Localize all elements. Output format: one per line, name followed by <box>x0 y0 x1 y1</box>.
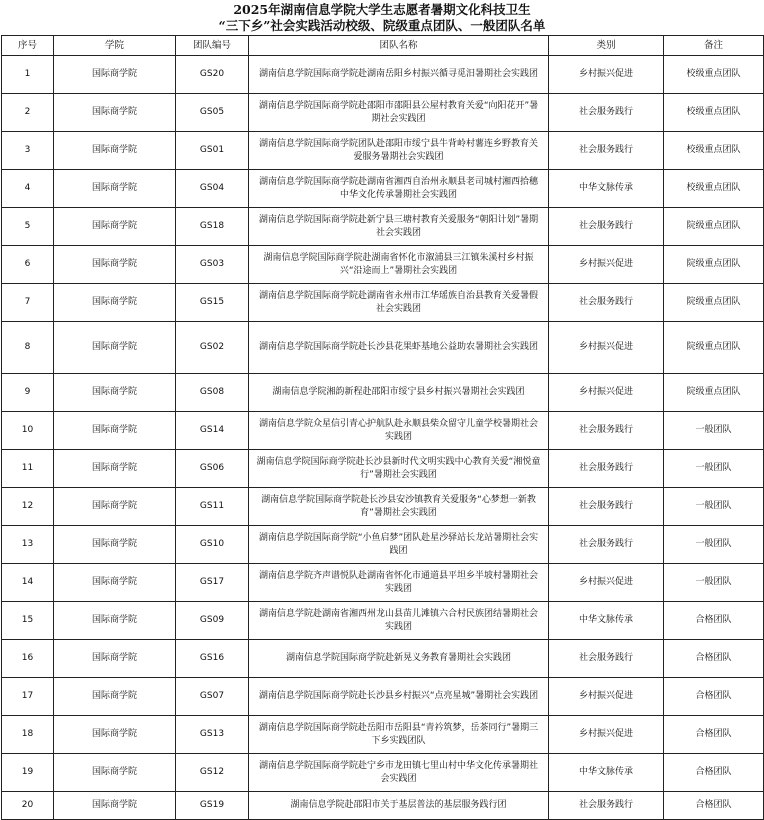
cell-team-code: GS07 <box>176 678 249 716</box>
table-row <box>2 170 764 208</box>
cell-college: 国际商学院 <box>54 208 176 246</box>
cell-team-code: GS03 <box>176 246 249 284</box>
cell-team-name: 湖南信息学院国际商学院赴湖南省怀化市溆浦县三江镇朱溪村乡村振兴“沿途而上”暑期社会实践团 <box>249 246 549 284</box>
cell-team-name: 湖南信息学院国际商学院赴新晃义务教育暑期社会实践团 <box>249 640 549 678</box>
cell-college: 国际商学院 <box>54 284 176 322</box>
table-row <box>2 678 764 716</box>
cell-team-code: GS14 <box>176 412 249 450</box>
cell-team-name: 湖南信息学院国际商学院赴湖南岳阳乡村振兴循寻觅汨暑期社会实践团 <box>249 56 549 94</box>
table-row <box>2 488 764 526</box>
table-row <box>2 564 764 602</box>
cell-college: 国际商学院 <box>54 526 176 564</box>
cell-team-name: 湖南信息学院赴湖南省湘西州龙山县苗儿滩镇六合村民族团结暑期社会实践团 <box>249 602 549 640</box>
cell-team-name: 湖南信息学院众星信引青心护航队赴永顺县柴众留守儿童学校暑期社会实践团 <box>249 412 549 450</box>
cell-college: 国际商学院 <box>54 246 176 284</box>
cell-note: 校级重点团队 <box>664 132 764 170</box>
cell-number: 13 <box>2 526 54 564</box>
cell-team-name: 湖南信息学院赴邵阳市关于基层普法的基层服务践行团 <box>249 792 549 820</box>
cell-category: 社会服务践行 <box>549 488 664 526</box>
title-line-1: 2025年湖南信息学院大学生志愿者暑期文化科技卫生 <box>233 2 531 17</box>
cell-team-name: 湖南信息学院齐声谱悦队赴湖南省怀化市通道县平坦乡半坡村暑期社会实践团 <box>249 564 549 602</box>
cell-note: 校级重点团队 <box>664 94 764 132</box>
cell-category: 社会服务践行 <box>549 94 664 132</box>
team-list-table <box>1 35 764 820</box>
cell-college: 国际商学院 <box>54 792 176 820</box>
table-row <box>2 526 764 564</box>
cell-team-name: 湖南信息学院国际商学院赴湖南省永州市江华瑶族自治县教育关爱暑假社会实践团 <box>249 284 549 322</box>
cell-number: 3 <box>2 132 54 170</box>
cell-college: 国际商学院 <box>54 412 176 450</box>
cell-team-code: GS10 <box>176 526 249 564</box>
cell-team-code: GS20 <box>176 56 249 94</box>
cell-number: 15 <box>2 602 54 640</box>
cell-team-code: GS01 <box>176 132 249 170</box>
cell-number: 10 <box>2 412 54 450</box>
cell-note: 合格团队 <box>664 792 764 820</box>
cell-team-name: 湖南信息学院国际商学院赴长沙县乡村振兴“点亮星城”暑期社会实践团 <box>249 678 549 716</box>
cell-category: 乡村振兴促进 <box>549 716 664 754</box>
cell-team-name: 湖南信息学院国际商学院赴长沙县花果虾基地公益助农暑期社会实践团 <box>249 322 549 374</box>
cell-number: 8 <box>2 322 54 374</box>
table-row <box>2 208 764 246</box>
cell-category: 社会服务践行 <box>549 208 664 246</box>
cell-note: 一般团队 <box>664 564 764 602</box>
cell-college: 国际商学院 <box>54 602 176 640</box>
cell-category: 社会服务践行 <box>549 526 664 564</box>
cell-note: 院级重点团队 <box>664 284 764 322</box>
table-row <box>2 716 764 754</box>
cell-category: 乡村振兴促进 <box>549 564 664 602</box>
cell-note: 一般团队 <box>664 412 764 450</box>
title-line-2: “三下乡”社会实践活动校级、院级重点团队、一般团队名单 <box>218 18 546 33</box>
table-row <box>2 640 764 678</box>
table-row <box>2 284 764 322</box>
header-team-name: 团队名称 <box>249 36 549 56</box>
cell-college: 国际商学院 <box>54 564 176 602</box>
header-category: 类别 <box>549 36 664 56</box>
cell-team-name: 湖南信息学院国际商学院赴邵阳市邵阳县公屋村教育关爱“向阳花开”暑期社会实践团 <box>249 94 549 132</box>
cell-team-name: 湖南信息学院国际商学院赴长沙县新时代文明实践中心教育关爱“湘悦童行”暑期社会实践团 <box>249 450 549 488</box>
cell-category: 乡村振兴促进 <box>549 374 664 412</box>
table-header-row <box>2 36 764 56</box>
cell-team-code: GS11 <box>176 488 249 526</box>
table-row <box>2 602 764 640</box>
cell-note: 院级重点团队 <box>664 322 764 374</box>
cell-category: 社会服务践行 <box>549 412 664 450</box>
cell-college: 国际商学院 <box>54 170 176 208</box>
cell-number: 18 <box>2 716 54 754</box>
cell-college: 国际商学院 <box>54 56 176 94</box>
cell-note: 合格团队 <box>664 716 764 754</box>
cell-team-code: GS16 <box>176 640 249 678</box>
cell-category: 社会服务践行 <box>549 640 664 678</box>
cell-college: 国际商学院 <box>54 132 176 170</box>
cell-number: 7 <box>2 284 54 322</box>
header-college: 学院 <box>54 36 176 56</box>
cell-category: 中华文脉传承 <box>549 170 664 208</box>
cell-college: 国际商学院 <box>54 450 176 488</box>
cell-college: 国际商学院 <box>54 322 176 374</box>
table-row <box>2 412 764 450</box>
cell-note: 合格团队 <box>664 602 764 640</box>
cell-team-name: 湖南信息学院国际商学院赴宁乡市龙田镇七里山村中华文化传承暑期社会实践团 <box>249 754 549 792</box>
cell-number: 11 <box>2 450 54 488</box>
cell-category: 中华文脉传承 <box>549 602 664 640</box>
cell-number: 16 <box>2 640 54 678</box>
cell-college: 国际商学院 <box>54 374 176 412</box>
cell-team-name: 湖南信息学院国际商学院“小鱼启梦”团队赴星沙驿站长龙站暑期社会实践团 <box>249 526 549 564</box>
cell-note: 一般团队 <box>664 526 764 564</box>
cell-category: 社会服务践行 <box>549 450 664 488</box>
cell-note: 一般团队 <box>664 450 764 488</box>
cell-category: 中华文脉传承 <box>549 754 664 792</box>
cell-college: 国际商学院 <box>54 640 176 678</box>
header-note: 备注 <box>664 36 764 56</box>
document-title <box>0 0 764 34</box>
cell-number: 4 <box>2 170 54 208</box>
cell-category: 乡村振兴促进 <box>549 56 664 94</box>
cell-note: 院级重点团队 <box>664 246 764 284</box>
cell-team-name: 湖南信息学院国际商学院团队赴邵阳市绥宁县牛背岭村薯连乡野教育关爱服务暑期社会实践团 <box>249 132 549 170</box>
header-team-code: 团队编号 <box>176 36 249 56</box>
cell-college: 国际商学院 <box>54 488 176 526</box>
cell-team-name: 湖南信息学院国际商学院赴新宁县三塘村教育关爱服务“朝阳计划”暑期社会实践团 <box>249 208 549 246</box>
cell-category: 社会服务践行 <box>549 792 664 820</box>
cell-number: 5 <box>2 208 54 246</box>
cell-team-code: GS13 <box>176 716 249 754</box>
table-row <box>2 132 764 170</box>
cell-note: 合格团队 <box>664 754 764 792</box>
cell-note: 校级重点团队 <box>664 170 764 208</box>
cell-category: 乡村振兴促进 <box>549 322 664 374</box>
cell-number: 2 <box>2 94 54 132</box>
table-row <box>2 450 764 488</box>
cell-number: 17 <box>2 678 54 716</box>
cell-category: 社会服务践行 <box>549 284 664 322</box>
cell-number: 6 <box>2 246 54 284</box>
cell-note: 校级重点团队 <box>664 56 764 94</box>
cell-number: 20 <box>2 792 54 820</box>
cell-college: 国际商学院 <box>54 94 176 132</box>
cell-team-code: GS19 <box>176 792 249 820</box>
cell-team-code: GS12 <box>176 754 249 792</box>
cell-note: 合格团队 <box>664 678 764 716</box>
cell-team-name: 湖南信息学院国际商学院赴湖南省湘西自治州永顺县老司城村湘西拾穗中华文化传承暑期社会实践团 <box>249 170 549 208</box>
cell-category: 乡村振兴促进 <box>549 678 664 716</box>
table-row <box>2 322 764 374</box>
cell-note: 院级重点团队 <box>664 208 764 246</box>
cell-team-name: 湖南信息学院湘韵新程赴邵阳市绥宁县乡村振兴暑期社会实践团 <box>249 374 549 412</box>
cell-number: 12 <box>2 488 54 526</box>
cell-team-code: GS17 <box>176 564 249 602</box>
cell-team-code: GS04 <box>176 170 249 208</box>
cell-team-code: GS06 <box>176 450 249 488</box>
cell-category: 社会服务践行 <box>549 132 664 170</box>
cell-team-name: 湖南信息学院国际商学院赴长沙县安沙镇教育关爱服务“心梦想一新教育”暑期社会实践团 <box>249 488 549 526</box>
cell-note: 院级重点团队 <box>664 374 764 412</box>
table-row <box>2 56 764 94</box>
cell-category: 乡村振兴促进 <box>549 246 664 284</box>
cell-college: 国际商学院 <box>54 716 176 754</box>
table-row <box>2 374 764 412</box>
cell-college: 国际商学院 <box>54 678 176 716</box>
cell-note: 合格团队 <box>664 640 764 678</box>
cell-team-code: GS18 <box>176 208 249 246</box>
cell-number: 14 <box>2 564 54 602</box>
table-row <box>2 246 764 284</box>
cell-number: 19 <box>2 754 54 792</box>
cell-college: 国际商学院 <box>54 754 176 792</box>
table-row <box>2 754 764 792</box>
cell-team-code: GS09 <box>176 602 249 640</box>
table-row <box>2 94 764 132</box>
cell-team-code: GS05 <box>176 94 249 132</box>
cell-note: 一般团队 <box>664 488 764 526</box>
cell-team-name: 湖南信息学院国际商学院赴岳阳市岳阳县“青衿筑梦，岳茶同行”暑期三下乡实践团队 <box>249 716 549 754</box>
cell-team-code: GS02 <box>176 322 249 374</box>
table-row <box>2 792 764 820</box>
cell-team-code: GS15 <box>176 284 249 322</box>
header-number: 序号 <box>2 36 54 56</box>
cell-number: 1 <box>2 56 54 94</box>
cell-number: 9 <box>2 374 54 412</box>
cell-team-code: GS08 <box>176 374 249 412</box>
